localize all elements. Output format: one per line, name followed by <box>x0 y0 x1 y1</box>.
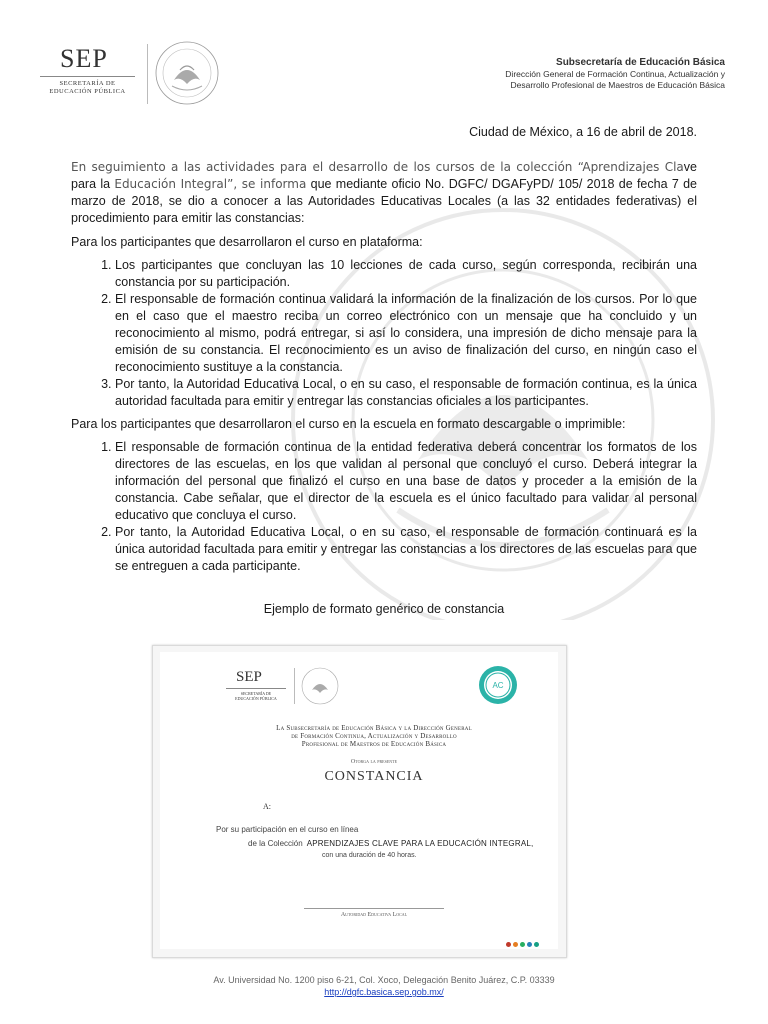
intro-text-part-3: Educación Integral”, se informa <box>114 177 307 191</box>
certificate-issuer <box>254 724 494 748</box>
section1-list <box>71 257 697 410</box>
certificate-caption: Ejemplo de formato genérico de constancia <box>263 602 505 616</box>
signature-label: Autoridad Educativa Local <box>340 912 408 918</box>
color-dot <box>506 942 511 947</box>
national-seal-icon <box>154 40 220 106</box>
intro-text-part-1: En seguimiento a las actividades para el desarrollo de los cursos de la colección “Aprendizajes Cla <box>71 160 684 174</box>
sep-logo-subtitle-1: SECRETARÍA DE <box>59 80 116 87</box>
header-subtitle-2: Desarrollo Profesional de Maestros de Educación Básica <box>510 80 725 90</box>
certificate-page <box>160 652 558 949</box>
certificate-logo-text: SEP <box>236 669 262 685</box>
certificate-seal-icon <box>300 666 340 706</box>
section1-title: Para los participantes que desarrollaron el curso en plataforma: <box>71 235 423 249</box>
sep-logo-subtitle-2: EDUCACIÓN PÚBLICA <box>49 88 126 95</box>
certificate-example <box>152 645 567 958</box>
color-dot <box>513 942 518 947</box>
list-item: 1. Los participantes que concluyan las 10 lecciones de cada curso, según corresponda, recibirán una constancia por su participación. <box>115 257 697 291</box>
section2-title: Para los participantes que desarrollaron el curso en la escuela en formato descargable o imprimible: <box>71 417 626 431</box>
header-title: Subsecretaría de Educación Básica <box>556 57 725 68</box>
certificate-logo-subtitle-1: SECRETARÍA DE <box>240 691 272 696</box>
color-dot <box>520 942 525 947</box>
certificate-issuer-line-2: de Formación Continua, Actualización y Desarrollo <box>291 732 457 740</box>
footer-address: Av. Universidad No. 1200 piso 6-21, Col. Xoco, Delegación Benito Juárez, C.P. 03339 <box>213 975 555 985</box>
certificate-title: CONSTANCIA <box>324 769 424 784</box>
certificate-logo-subtitle-2: EDUCACIÓN PÚBLICA <box>235 696 277 701</box>
certificate-grant-text: Otorga la presente <box>350 759 398 765</box>
intro-text-part-4: que mediante oficio No. DGFC/ DGAFyPD/ 105/ 2018 de fecha 7 de marzo de 2018, se dio a conocer a las Autoridades Educativas Locales (a las 32 entidades federativas) el procedimiento para emitir las constancias: <box>71 177 697 225</box>
letter-date: Ciudad de México, a 16 de abril de 2018. <box>469 125 697 139</box>
color-dots <box>506 934 541 952</box>
footer-link[interactable]: http://dgfc.basica.sep.gob.mx/ <box>324 987 444 997</box>
certificate-logo-divider <box>226 688 286 689</box>
sep-logo-text: SEP <box>60 44 108 73</box>
footer <box>0 974 768 998</box>
certificate-issuer-line-1: La Subsecretaría de Educación Básica y la Dirección General <box>276 724 472 732</box>
list-item: 1. El responsable de formación continua de la entidad federativa deberá concentrar los formatos de los directores de las escuelas, en los que validan al personal que concluyó el curso. Deberá integrar la información del personal que finalizó el curso en una base de datos y proceder a la emisión de la constancia. Cabe señalar, que el director de la escuela es el único facultado para validar al personal educativo que concluya el curso. <box>115 439 697 524</box>
certificate-collection-text <box>248 839 533 848</box>
certificate-issuer-line-3: Profesional de Maestros de Educación Básica <box>301 740 447 748</box>
letterhead <box>0 0 768 112</box>
intro-text-part-2: ve para la <box>71 160 697 191</box>
aprendizajes-clave-badge-icon <box>478 665 518 705</box>
sep-logo <box>40 46 140 96</box>
letter-body <box>71 124 697 618</box>
list-item: 3. Por tanto, la Autoridad Educativa Local, o en su caso, el responsable de formación continua, es la única autoridad facultada para emitir y entregar las constancias oficiales a los participantes. <box>115 376 697 410</box>
intro-paragraph <box>71 159 697 227</box>
list-item: 2. Por tanto, la Autoridad Educativa Local, o en su caso, el responsable de formación continuará es la única autoridad facultada para emitir y entregar las constancias a los directores de las escuelas para que se entreguen a cada participante. <box>115 524 697 575</box>
badge-text: AC <box>492 681 504 690</box>
header-department <box>505 56 725 91</box>
certificate-collection-prefix: de la Colección <box>248 839 303 848</box>
signature-line <box>304 908 444 909</box>
logo-divider <box>40 76 135 77</box>
certificate-recipient-label: A: <box>263 802 271 811</box>
certificate-program-name: APRENDIZAJES CLAVE PARA LA EDUCACIÓN INTEGRAL, <box>306 839 534 848</box>
certificate-participation-text: Por su participación en el curso en línea <box>216 825 359 834</box>
certificate-logo-separator <box>294 668 295 704</box>
header-subtitle-1: Dirección General de Formación Continua, Actualización y <box>505 69 725 79</box>
list-item: 2. El responsable de formación continua validará la información de la finalización de los cursos. Por lo que en el caso que el maestro reciba un correo electrónico con un mensaje que ha concluido y un reconocimiento al mismo, podrá entregar, si así lo considera, una impresión de dicho mensaje para la emisión de su constancia. El reconocimiento es un aviso de finalización del curso, en ningún caso el reconocimiento sustituye a la constancia. <box>115 291 697 376</box>
header-divider <box>147 44 148 104</box>
color-dot <box>527 942 532 947</box>
section2-list <box>71 439 697 575</box>
certificate-sep-logo <box>226 670 292 701</box>
certificate-duration-text: con una duración de 40 horas. <box>322 852 417 859</box>
color-dot <box>534 942 539 947</box>
